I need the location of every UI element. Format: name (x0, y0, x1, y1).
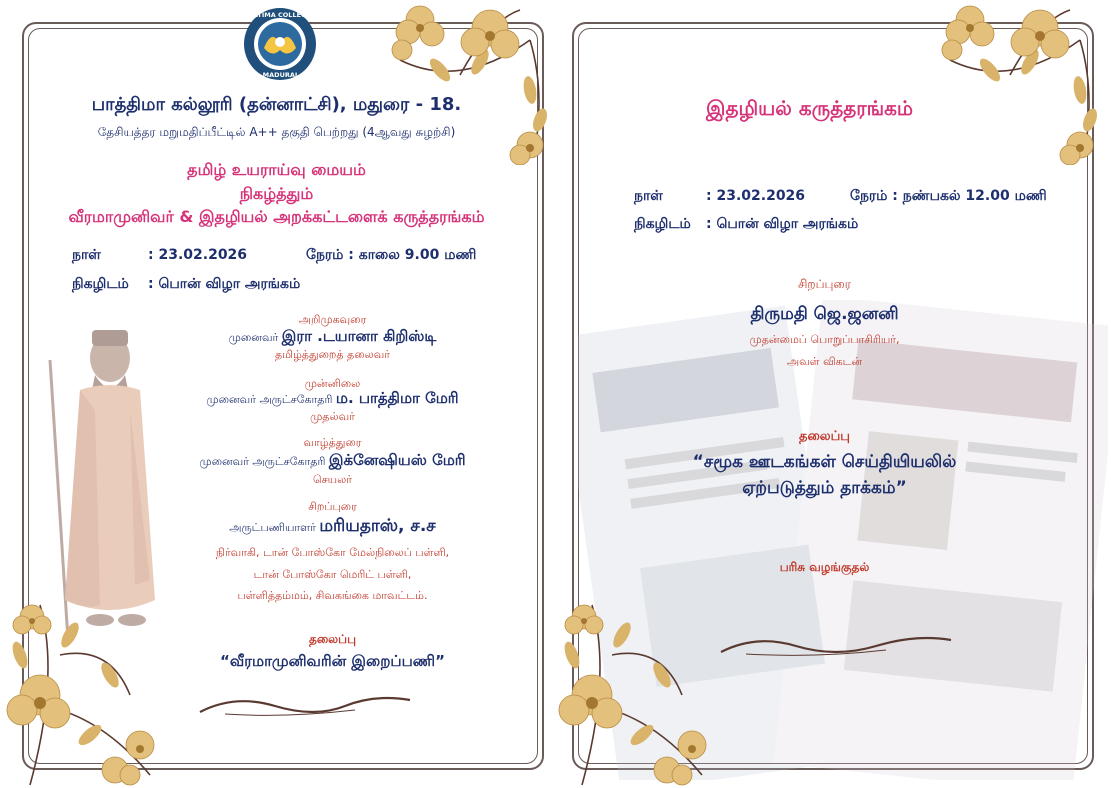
logo-text-bottom: MADURAI (262, 71, 298, 79)
swirl-divider-icon (195, 692, 415, 722)
college-logo-icon (242, 6, 318, 82)
organizer: தமிழ் உயராய்வு மையம் (187, 160, 366, 179)
special-line-1: நிர்வாகி, டான் போஸ்கோ மேல்நிலைப் பள்ளி, (215, 546, 450, 559)
intro-prefix: முனைவர் (228, 331, 279, 344)
swirl-divider-icon (716, 632, 956, 662)
special-role: சிறப்புரை (308, 500, 357, 513)
college-name: பாத்திமா கல்லூரி (தன்னாட்சி), மதுரை - 18. (91, 94, 462, 115)
presiding-name: ம. பாத்திமா மேரி (335, 389, 459, 407)
prize-distribution: பரிசு வழங்குதல் (779, 560, 870, 574)
right-speaker-designation-1: முதன்மைப் பொறுப்பாசிரியர், (749, 333, 900, 346)
saint-watermark-icon (40, 320, 170, 640)
presiding-designation: முதல்வர் (310, 410, 355, 423)
right-special-role: சிறப்புரை (798, 277, 851, 291)
greeting-name: இக்னேஷியஸ் மேரி (328, 451, 466, 469)
special-line-3: பள்ளித்தம்மம், சிவகங்கை மாவட்டம். (237, 589, 428, 602)
presiding-role: முன்னிலை (304, 377, 361, 390)
presiding-speaker (160, 389, 505, 409)
event-title: வீரமாமுனிவர் & இதழியல் அறக்கட்டளைக் கருத்தரங்கம் (68, 207, 485, 226)
right-time-text: நேரம் : நண்பகல் 12.00 மணி (850, 188, 1047, 204)
greeting-prefix: முனைவர் அருட்சகோதரி (199, 455, 326, 468)
intro-role: அறிமுகவுரை (298, 313, 367, 326)
special-name: மரியதாஸ், ச.ச (319, 516, 436, 536)
greeting-speaker (160, 451, 505, 471)
venue-label: நிகழிடம் (72, 276, 129, 292)
right-topic-line-2: ஏற்படுத்தும் தாக்கம்” (742, 478, 907, 498)
intro-speaker (160, 327, 505, 347)
greeting-role: வாழ்த்துரை (303, 436, 362, 449)
right-invitation-page (558, 0, 1111, 788)
right-venue-label: நிகழிடம் (634, 216, 691, 232)
left-invitation-page (0, 0, 553, 788)
right-date-label: நாள் (634, 188, 663, 204)
intro-name: இரா .டயானா கிறிஸ்டி (281, 327, 437, 345)
floral-corner-icon (930, 0, 1105, 165)
floral-corner-icon (0, 595, 175, 788)
accreditation: தேசியத்தர மறுமதிப்பீட்டில் A++ தகுதி பெற்றது (4ஆவது சுழற்சி) (97, 125, 456, 139)
right-speaker-name: திருமதி ஜெ.ஜனனி (750, 304, 899, 324)
logo-text-top: FATIMA COLLEGE (249, 11, 311, 19)
date-label: நாள் (72, 247, 101, 263)
special-speaker (160, 516, 505, 538)
right-title: இதழியல் கருத்தரங்கம் (705, 96, 913, 120)
floral-corner-icon (558, 595, 727, 788)
time-text: நேரம் : காலை 9.00 மணி (306, 247, 477, 263)
right-date-value: : 23.02.2026 (706, 188, 806, 204)
conducts: நிகழ்த்தும் (239, 184, 314, 203)
venue-value: : பொன் விழா அரங்கம் (148, 276, 301, 292)
right-venue-value: : பொன் விழா அரங்கம் (706, 216, 859, 232)
right-topic-label: தலைப்பு (799, 429, 850, 444)
right-topic-line-1: “சமூக ஊடகங்கள் செய்தியியலில் (692, 452, 957, 472)
intro-designation: தமிழ்த்துறைத் தலைவர் (274, 348, 391, 361)
topic-label: தலைப்பு (309, 632, 356, 646)
special-prefix: அருட்பணியாளர் (229, 521, 316, 534)
date-value: : 23.02.2026 (148, 247, 248, 263)
right-speaker-designation-2: அவள் விகடன் (786, 355, 863, 368)
topic: “வீரமாமுனிவரின் இறைப்பணி” (220, 652, 445, 670)
presiding-prefix: முனைவர் அருட்சகோதரி (206, 393, 333, 406)
greeting-designation: செயலர் (313, 473, 352, 486)
special-line-2: டான் போஸ்கோ மெரிட் பள்ளி, (253, 568, 412, 581)
